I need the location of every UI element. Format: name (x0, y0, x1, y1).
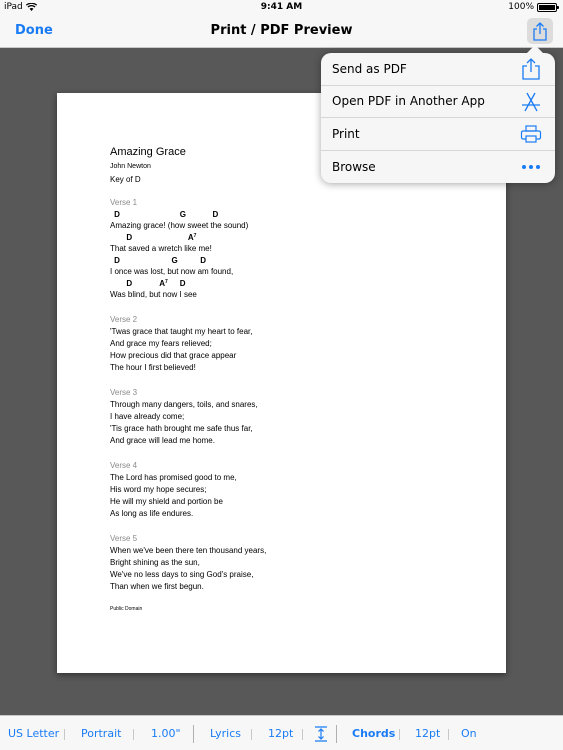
lyric-line (110, 338, 470, 350)
bottom-toolbar (0, 715, 563, 750)
lyric-text: Than when we first begun. (110, 582, 204, 591)
chord-label (172, 255, 178, 266)
status-right (508, 2, 557, 12)
battery-fill (539, 5, 555, 10)
menu-item-label: Print (332, 126, 360, 141)
status-bar (0, 0, 563, 15)
share-button[interactable] (527, 18, 553, 44)
chord-label (126, 232, 132, 243)
chord-label (126, 278, 132, 289)
lyrics-label[interactable]: Lyrics (210, 727, 241, 740)
song-title: Amazing Grace (110, 146, 186, 158)
chord-name: G (179, 210, 186, 219)
verse-label: Verse 4 (110, 461, 138, 470)
lyric-text: His word my hope secures; (110, 485, 207, 494)
lyric-text: The Lord has promised good to me, (110, 473, 237, 482)
lyric-line (110, 581, 470, 593)
chord-label (114, 209, 120, 220)
chord-name: D (212, 210, 219, 219)
lyric-line (110, 472, 470, 484)
lyric-text: And grace will lead me home. (110, 436, 215, 445)
lyric-line (110, 484, 470, 496)
lyric-line (110, 350, 470, 362)
lyric-text: 'Tis grace hath brought me safe thus far, (110, 424, 253, 433)
lyric-line (110, 399, 470, 411)
lyric-text: Amazing grace! (how sweet the sound) (110, 221, 249, 230)
toolbar-divider (193, 725, 194, 743)
verse-label: Verse 1 (110, 198, 138, 207)
lyric-text: He will my shield and portion be (110, 497, 223, 506)
share-icon (532, 22, 548, 41)
lyric-line (110, 209, 470, 232)
navigation-bar (0, 15, 563, 48)
done-button[interactable]: Done (15, 23, 53, 38)
chords-size-button[interactable]: 12pt (415, 727, 441, 740)
lyric-text: How precious did that grace appear (110, 351, 237, 360)
toolbar-divider (64, 729, 65, 740)
toolbar-divider (251, 729, 252, 740)
chord-label (180, 278, 186, 289)
lyric-text: We've no less days to sing God's praise, (110, 570, 254, 579)
lyrics-size-button[interactable]: 12pt (268, 727, 294, 740)
chord-name: G (171, 256, 178, 265)
lyric-line (110, 232, 470, 255)
lyric-line (110, 255, 470, 278)
lyric-text: Through many dangers, toils, and snares, (110, 400, 258, 409)
device-name: iPad (4, 2, 23, 12)
lyric-text: As long as life endures. (110, 509, 194, 518)
menu-item-label: Open PDF in Another App (332, 94, 485, 109)
lyric-line (110, 362, 470, 374)
lyric-line (110, 411, 470, 423)
menu-item-label: Browse (332, 159, 376, 174)
chord-name: D (114, 210, 120, 219)
battery-percent: 100% (508, 2, 534, 12)
line-spacing-icon[interactable] (314, 726, 328, 742)
paper-size-button[interactable]: US Letter (8, 727, 60, 740)
printer-icon (519, 123, 543, 145)
chord-extension: 7 (193, 233, 197, 239)
chord-label (188, 232, 197, 243)
lyric-text: Was blind, but now I see (110, 290, 197, 299)
orientation-button[interactable]: Portrait (81, 727, 122, 740)
open-in-app-item[interactable] (321, 86, 555, 119)
song-copyright: Public Domain (110, 606, 143, 612)
print-item[interactable] (321, 118, 555, 151)
more-dots-icon (519, 156, 543, 178)
lyric-line (110, 496, 470, 508)
app-store-icon (519, 91, 543, 113)
lyric-text: And grace my fears relieved; (110, 339, 212, 348)
verse (110, 314, 470, 374)
chord-name: D (126, 279, 133, 288)
song-sheet (110, 145, 470, 613)
lyric-text: The hour I first believed! (110, 363, 196, 372)
chord-label (213, 209, 219, 220)
song-key: Key of D (110, 175, 141, 184)
chord-name: D (126, 233, 133, 242)
send-as-pdf-item[interactable] (321, 53, 555, 86)
chord-label (114, 255, 120, 266)
chord-name: D (200, 256, 206, 265)
chord-label (180, 209, 186, 220)
verse-label: Verse 3 (110, 388, 138, 397)
verses (110, 197, 470, 593)
menu-item-label: Send as PDF (332, 61, 407, 76)
lyric-text: That saved a wretch like me! (110, 244, 212, 253)
chords-toggle[interactable]: On (461, 727, 477, 740)
chord-name: A (159, 279, 165, 288)
lyric-line (110, 508, 470, 520)
lyric-text: I have already come; (110, 412, 185, 421)
share-icon (519, 58, 543, 80)
lyric-line (110, 435, 470, 447)
chord-name: A (187, 233, 194, 242)
status-time: 9:41 AM (260, 2, 303, 12)
lyric-line (110, 326, 470, 338)
verse-label: Verse 5 (110, 534, 138, 543)
lyric-line (110, 278, 470, 301)
toolbar-divider (133, 729, 134, 740)
page-title: Print / PDF Preview (210, 23, 353, 38)
toolbar-divider (336, 725, 337, 743)
margin-button[interactable]: 1.00" (151, 727, 181, 740)
chord-label (200, 255, 206, 266)
verse (110, 197, 470, 301)
verse (110, 533, 470, 593)
toolbar-divider (302, 729, 303, 740)
song-author: John Newton (110, 163, 151, 170)
lyric-line (110, 557, 470, 569)
verse-label: Verse 2 (110, 315, 138, 324)
battery-icon (537, 3, 557, 12)
share-popover (321, 53, 555, 183)
chord-label (159, 278, 168, 289)
verse (110, 460, 470, 520)
lyric-line (110, 569, 470, 581)
chords-label[interactable]: Chords (352, 727, 396, 740)
lyric-text: When we've been there ten thousand years, (110, 546, 267, 555)
chord-extension: 7 (164, 279, 168, 285)
lyric-text: Bright shining as the sun, (110, 558, 200, 567)
lyric-text: I once was lost, but now am found, (110, 267, 234, 276)
chord-name: D (114, 256, 120, 265)
lyric-line (110, 545, 470, 557)
verse (110, 387, 470, 447)
lyric-text: 'Twas grace that taught my heart to fear, (110, 327, 253, 336)
browse-item[interactable] (321, 151, 555, 184)
toolbar-divider (448, 729, 449, 740)
lyric-line (110, 423, 470, 435)
toolbar-divider (399, 729, 400, 740)
chord-name: D (179, 279, 186, 288)
